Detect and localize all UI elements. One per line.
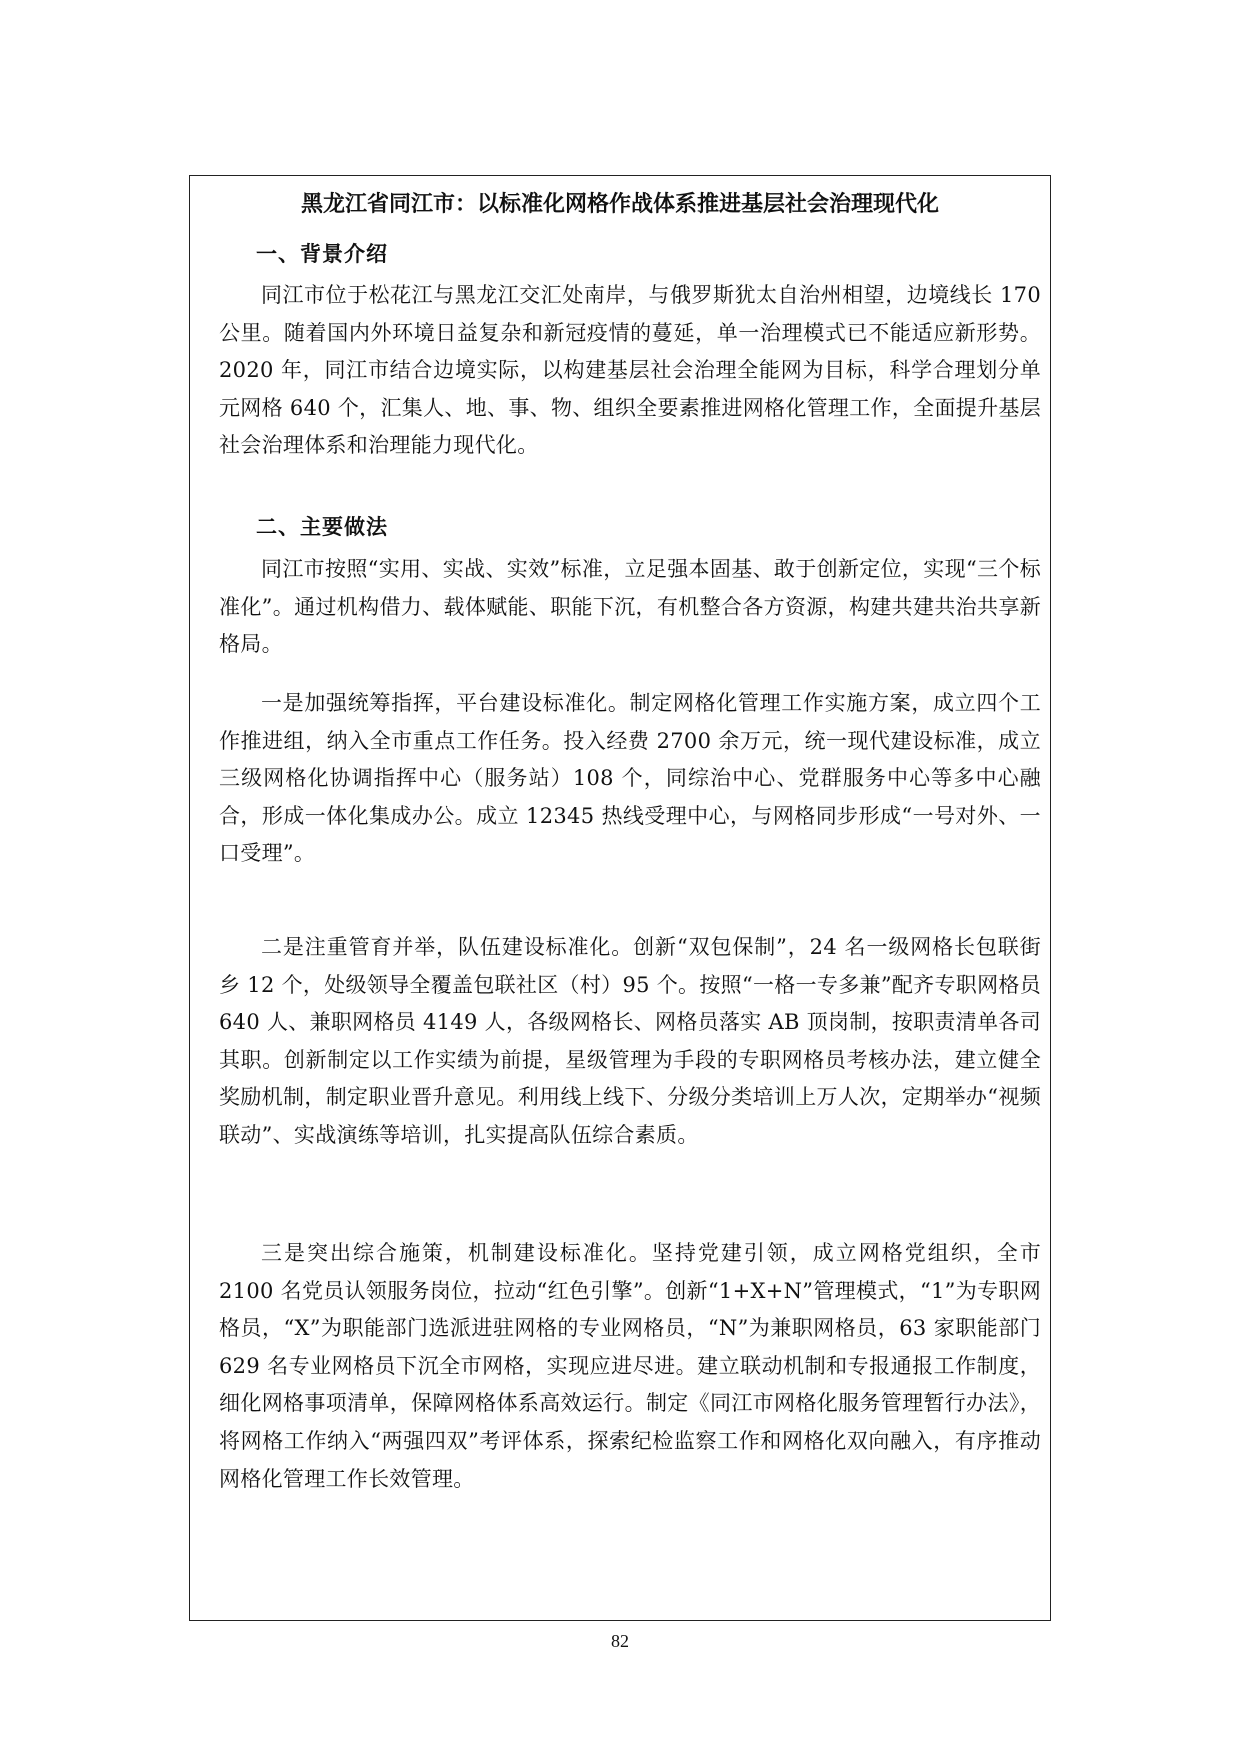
section-heading-background: 一、背景介绍: [256, 242, 388, 266]
section-heading-main-practices: 二、主要做法: [256, 515, 388, 539]
paragraph-mechanism: 三是突出综合施策，机制建设标准化。坚持党建引领，成立网格党组织，全市 2100 名党员认领服务岗位，拉动“红色引擎”。创新“1+X+N”管理模式，“1”为专职网格员，“X”为职能部门选派进驻网格的专业网格员，“N”为兼职网格员，63 家职能部门 629 名专业网格员下沉全市网格，实现应进尽进。建立联动机制和专报通报工作制度，细化网格事项清单，保障网格体系高效运行。制定《同江市网格化服务管理暂行办法》，将网格工作纳入“两强四双”考评体系，探索纪检监察工作和网格化双向融入，有序推动网格化管理工作长效管理。: [219, 1241, 1041, 1491]
paragraph-background: 同江市位于松花江与黑龙江交汇处南岸，与俄罗斯犹太自治州相望，边境线长 170 公里。随着国内外环境日益复杂和新冠疫情的蔓延，单一治理模式已不能适应新形势。2020 年，同江市结合边境实际，以构建基层社会治理全能网为目标，科学合理划分单元网格 640 个，汇集人、地、事、物、组织全要素推进网格化管理工作，全面提升基层社会治理体系和治理能力现代化。: [219, 283, 1041, 458]
page-number: 82: [611, 1631, 629, 1651]
paragraph-platform: 一是加强统筹指挥，平台建设标准化。制定网格化管理工作实施方案，成立四个工作推进组，纳入全市重点工作任务。投入经费 2700 余万元，统一现代建设标准，成立三级网格化协调指挥中心（服务站）108 个，同综治中心、党群服务中心等多中心融合，形成一体化集成办公。成立 12345 热线受理中心，与网格同步形成“一号对外、一口受理”。: [219, 691, 1041, 866]
document-title: 黑龙江省同江市：以标准化网格作战体系推进基层社会治理现代化: [300, 192, 939, 217]
paragraph-team: 二是注重管育并举，队伍建设标准化。创新“双包保制”，24 名一级网格长包联街乡 12 个，处级领导全覆盖包联社区（村）95 个。按照“一格一专多兼”配齐专职网格员 640 人、兼职网格员 4149 人，各级网格长、网格员落实 AB 顶岗制，按职责清单各司其职。创新制定以工作实绩为前提，星级管理为手段的专职网格员考核办法，建立健全奖励机制，制定职业晋升意见。利用线上线下、分级分类培训上万人次，定期举办“视频联动”、实战演练等培训，扎实提高队伍综合素质。: [219, 935, 1041, 1147]
paragraph-overview: 同江市按照“实用、实战、实效”标准，立足强本固基、敢于创新定位，实现“三个标准化”。通过机构借力、载体赋能、职能下沉，有机整合各方资源，构建共建共治共享新格局。: [219, 557, 1041, 657]
